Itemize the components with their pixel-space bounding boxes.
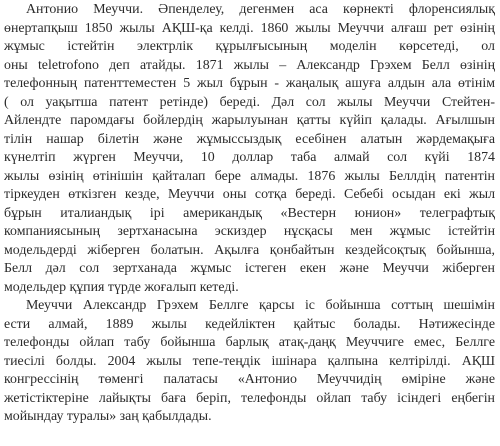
text-line: тіркеуден өткізген кезде, Меуччи оны сотқа береді. Себебі осыдан екі жыл: [4, 187, 495, 202]
text-line: тілін нашар білетін және жұмыссыздық есебінен алатын жәрдемақыға: [4, 131, 495, 147]
paragraph-court-and-recognition: [4, 297, 495, 427]
text-line: күнелтіп жүрген Меуччи, 10 доллар таба алмай сол күйі 1874: [4, 150, 495, 165]
text-line: жылы өзінің өтінішін қайталап бере алмады. 1876 жылы Беллдің патентін: [4, 168, 495, 184]
text-line: конгрессінің төменгі палатасы «Антонио Меуччидің өміріне және: [4, 372, 495, 387]
text-line: телефонның патенттеместен 5 жыл бұрын - жаңалық ашуға алдын ала өтінім: [4, 76, 495, 91]
text-line: бұрын италиандық ірі американдық «Вестерн юнион» телеграфтық: [4, 205, 495, 221]
text-line: модельдерді жіберген болатын. Ақылға қонбайтын кездейсоқтық бойынша,: [4, 242, 495, 258]
text-line: өнертапқыш 1850 жылы АҚШ-қа келді. 1860 жылы Меуччи алғаш рет өзінің: [4, 20, 495, 36]
text-line: мойындау туралы» заң қабылдады.: [4, 409, 212, 424]
text-line: Белл дәл сол зертханада жұмыс істеген екен және Меуччи жіберген: [4, 261, 495, 276]
text-line: Меуччи Александр Грэхем Беллге қарсы іс бойынша соттың шешімін: [26, 298, 495, 313]
text-line: Антонио Меуччи. Әпенделеу, дегенмен аса көрнекті флоренсиялық: [26, 2, 495, 17]
text-line: оны teletrofono деп атайды. 1871 жылы – Александр Грэхем Белл өзінің: [4, 57, 495, 73]
text-line: ( ол уақытша патент ретінде) береді. Дәл сол жылы Меуччи Стейтен-: [4, 94, 495, 110]
text-line: ести алмай, 1889 жылы кедейліктен қайтыс болады. Нәтижесінде: [4, 316, 495, 332]
text-line: модельдер құпия түрде жоғалып кетеді.: [4, 279, 239, 295]
text-line: жұмыс істейтін электрлік құрылғысының моделін көрсетеді, ол: [4, 39, 495, 54]
text-line: жетістіктеріне лайықты баға беріп, телефонды ойлап табу ісіндегі еңбегін: [4, 390, 495, 406]
text-line: Айлендте паромдағы бойлердің жарылуынан қатты күйіп қалады. Ағылшын: [4, 113, 495, 128]
text-line: компаниясының зертханасына эскиздер нұсқасы мен жұмыс істейтін: [4, 224, 495, 239]
text-line: тиесілі болды. 2004 жылы тепе-теңдік ішінара қалпына келтірілді. АҚШ: [4, 353, 495, 369]
text-line: телефонды ойлап табу бойынша барлық атақ-даңқ Меуччиге емес, Беллге: [4, 335, 495, 350]
paragraph-meucci-biography: [4, 1, 495, 297]
